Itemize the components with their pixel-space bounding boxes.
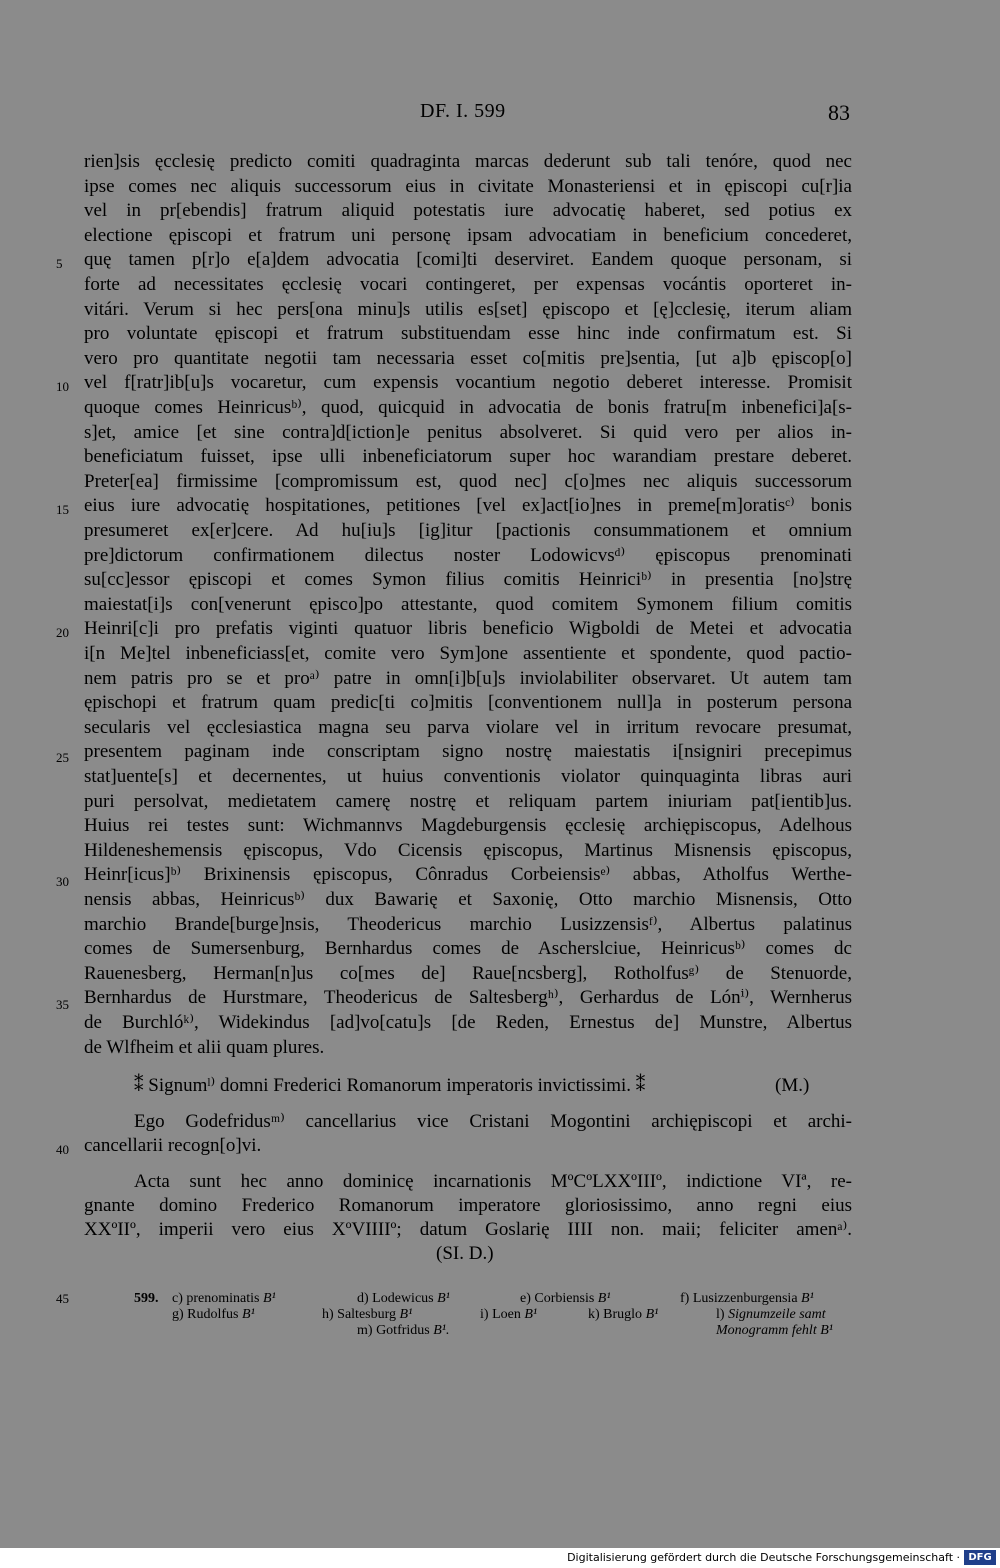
text-line: ępischopi et fratrum quam predic[ti co]mitis [conventionem null]a in posterum persona xyxy=(84,692,852,713)
text-line: vel in pr[ebendis] fratrum aliquid potestatis iure advocatię haberet, sed potius ex xyxy=(84,200,852,221)
text-line: stat]uente[s] et decernentes, ut huius conventionis violator quinquaginta libras auri xyxy=(84,766,852,787)
line-number: 10 xyxy=(56,379,69,394)
text-line: de Wlfheim et alii quam plures. xyxy=(84,1037,325,1058)
text-line: vero pro quantitate negotii tam necessaria esset co[mitis pre]sentia, [ut a]b ępiscop[o] xyxy=(84,348,852,369)
line-number: 15 xyxy=(56,502,69,517)
dating-line: gnante domino Frederico Romanorum imperatore gloriosissimo, anno regni eius xyxy=(84,1195,852,1216)
line-number: 5 xyxy=(56,256,63,271)
seal-label: (SI. D.) xyxy=(436,1243,494,1264)
line-number: 25 xyxy=(56,750,69,765)
line-number: 40 xyxy=(56,1142,69,1157)
text-line: rien]sis ęcclesię predicto comiti quadraginta marcas dederunt sub tali tenóre, quod nec xyxy=(84,151,852,172)
dating-line: XXºIIº, imperii vero eius XºVIIIIº; datum Goslarię IIII non. maii; feliciter amenᵃ⁾. xyxy=(84,1219,852,1240)
page-number: 83 xyxy=(828,100,850,125)
text-line: forte ad necessitates ęcclesię vocari contingeret, per expensas vocántis oporteret in- xyxy=(84,274,852,295)
footnote: i) Loen B¹ xyxy=(480,1307,538,1322)
text-line: puri persolvat, medietatem camerę nostrę et reliquam partem iniuriam pat[ientib]us. xyxy=(84,791,852,812)
text-line: Huius rei testes sunt: Wichmannvs Magdeburgensis ęcclesię archiępiscopus, Adelhous xyxy=(84,815,852,836)
text-line: Rauenesberg, Herman[n]us co[mes de] Raue[ncsberg], Rotholfusᵍ⁾ de Stenuorde, xyxy=(84,963,852,984)
text-line: secularis vel ęcclesiastica magna seu parva violare vel in irritum revocare presumat, xyxy=(84,717,852,738)
footnote-doc-number: 599. xyxy=(134,1291,159,1306)
text-line: quoque comes Heinricusᵇ⁾, quod, quicquid in advocatia de bonis fratru[m inbenefici]a[s- xyxy=(84,397,852,418)
footnote: h) Saltesburg B¹ xyxy=(322,1307,413,1322)
dating-line: Acta sunt hec anno dominicę incarnationis MºCºLXXºIIIº, indictione VIª, re- xyxy=(134,1171,852,1192)
footnote: l) Signumzeile samt Monogramm fehlt B¹ xyxy=(716,1307,833,1338)
text-line: Preter[ea] firmissime [compromissum est, quod nec] c[o]mes nec aliquis successorum xyxy=(84,471,852,492)
recognition-line: cancellarii recogn[o]vi. xyxy=(84,1135,262,1156)
text-line: nem patris pro se et proᵃ⁾ patre in omn[i]b[u]s inviolabiliter observaret. Ut autem tam xyxy=(84,668,852,689)
text-line: eius iure advocatię hospitationes, petitiones [vel ex]act[io]nes in preme[m]oratisᶜ⁾ bonis xyxy=(84,495,852,516)
footnote: f) Lusizzenburgensia B¹ xyxy=(680,1291,814,1306)
text-line: vel f[ratr]ib[u]s vocaretur, cum expensis vocantium negotio deberet interesse. Promisit xyxy=(84,372,852,393)
text-line: comes de Sumersenburg, Bernhardus comes de Ascherslciue, Heinricusᵇ⁾ comes dc xyxy=(84,938,852,959)
line-number: 35 xyxy=(56,997,69,1012)
text-line: presentem paginam inde conscriptam signo nostrę maiestatis i[nsigniri precepimus xyxy=(84,741,852,762)
text-line: su[cc]essor ępiscopi et comes Symon filius comitis Heinriciᵇ⁾ in presentia [no]strę xyxy=(84,569,852,590)
text-line: Hildeneshemensis ępiscopus, Vdo Cicensis ępiscopus, Martinus Misnensis ępiscopus, xyxy=(84,840,852,861)
text-line: pre]dictorum confirmationem dilectus noster Lodowicvsᵈ⁾ ępiscopus prenominati xyxy=(84,545,852,566)
text-line: i[n Me]tel inbeneficiass[et, comite vero Sym]one assentiente et spondente, quod pactio- xyxy=(84,643,852,664)
text-line: quę tamen p[r]o e[a]dem advocatia [comi]ti deserviret. Eandem quoque personam, si xyxy=(84,249,852,270)
text-line: presumeret ex[er]cere. Ad hu[iu]s [ig]itur [pactionis consummationem et omnium xyxy=(84,520,852,541)
text-line: marchio Brande[burge]nsis, Theodericus marchio Lusizzensisᶠ⁾, Albertus palatinus xyxy=(84,914,852,935)
digitization-footer xyxy=(0,1548,1000,1568)
signum-line: ⁑ Signumˡ⁾ domni Frederici Romanorum imperatoris invictissimi. ⁑ xyxy=(134,1075,646,1096)
footnote: k) Bruglo B¹ xyxy=(588,1307,659,1322)
footnote: e) Corbiensis B¹ xyxy=(520,1291,611,1306)
funding-credit: Digitalisierung gefördert durch die Deutsche Forschungsgemeinschaft · xyxy=(567,1551,960,1564)
text-line: Heinri[c]i pro prefatis viginti quatuor libris beneficio Wigboldi de Metei et advocatia xyxy=(84,618,852,639)
text-line: nensis abbas, Heinricusᵇ⁾ dux Bawarię et Saxonię, Otto marchio Misnensis, Otto xyxy=(84,889,852,910)
footnote: g) Rudolfus B¹ xyxy=(172,1307,255,1322)
line-number: 45 xyxy=(56,1291,69,1306)
line-number: 30 xyxy=(56,874,69,889)
line-number: 20 xyxy=(56,625,69,640)
footnote: d) Lodewicus B¹ xyxy=(357,1291,450,1306)
footnote: c) prenominatis B¹ xyxy=(172,1291,276,1306)
text-line: pro voluntate ępiscopi et fratrum substituendam esse hinc inde confirmatum est. Si xyxy=(84,323,852,344)
dfg-logo-icon: DFG xyxy=(964,1550,996,1565)
text-line: vitári. Verum si hec pers[ona minu]s utilis es[set] ępiscopo et [ę]cclesię, iterum aliam xyxy=(84,299,852,320)
running-title: DF. I. 599 xyxy=(420,100,506,122)
footnote: m) Gotfridus B¹. xyxy=(357,1323,450,1338)
text-line: beneficiatum fuisset, ipse ulli inbeneficiatorum super hoc warandiam prestare deberet. xyxy=(84,446,852,467)
text-line: ipse comes nec aliquis successorum eius in civitate Monasteriensi et in ępiscopi cu[r]ia xyxy=(84,176,852,197)
text-line: de Burchlóᵏ⁾, Widekindus [ad]vo[catu]s [de Reden, Ernestus de] Munstre, Albertus xyxy=(84,1012,852,1033)
recognition-line: Ego Godefridusᵐ⁾ cancellarius vice Cristani Mogontini archiępiscopi et archi- xyxy=(134,1111,852,1132)
text-line: Heinr[icus]ᵇ⁾ Brixinensis ępiscopus, Cônradus Corbeiensisᵉ⁾ abbas, Atholfus Werthe- xyxy=(84,864,852,885)
text-line: s]et, amice [et sine contra]d[iction]e penitus absolveret. Si quid vero per alios in- xyxy=(84,422,852,443)
text-line: Bernhardus de Hurstmare, Theodericus de Saltesbergʰ⁾, Gerhardus de Lónⁱ⁾, Wernherus xyxy=(84,987,852,1008)
text-line: electione ępiscopi et fratrum uni personę ipsam advocatiam in beneficium concederet, xyxy=(84,225,852,246)
monogram-label: (M.) xyxy=(775,1075,810,1096)
text-line: maiestat[i]s con[venerunt ępisco]po attestante, quod comitem Symonem filium comitis xyxy=(84,594,852,615)
